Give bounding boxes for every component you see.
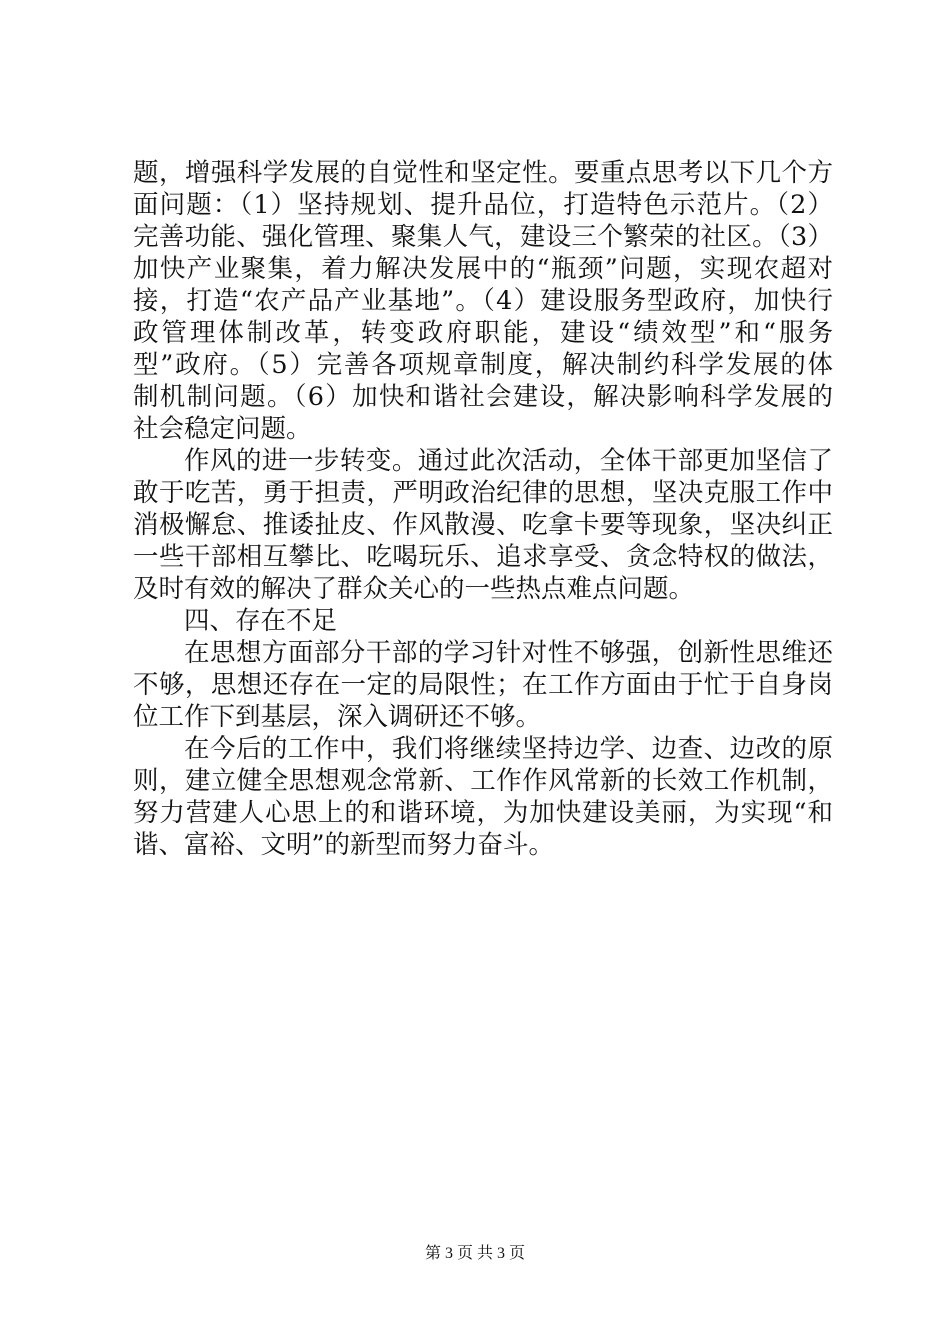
text-line: 社会稳定问题。: [133, 414, 312, 444]
text-line: 完善功能、强化管理、聚集人气，建设三个繁荣的社区。（3）: [133, 222, 833, 252]
text-line: 则，建立健全思想观念常新、工作作风常新的长效工作机制，: [133, 766, 833, 796]
page-number-footer: 第 3 页 共 3 页: [424, 1245, 525, 1262]
text-line: 消极懈怠、推诿扯皮、作风散漫、吃拿卡要等现象，坚决纠正: [133, 510, 833, 540]
text-line: 题，增强科学发展的自觉性和坚定性。要重点思考以下几个方: [133, 158, 833, 188]
section-heading: 四、存在不足: [184, 606, 338, 636]
text-line: 一些干部相互攀比、吃喝玩乐、追求享受、贪念特权的做法，: [133, 542, 833, 572]
text-line: 敢于吃苦，勇于担责，严明政治纪律的思想，坚决克服工作中: [133, 478, 833, 508]
text-line: 面问题：（1）坚持规划、提升品位，打造特色示范片。（2）: [133, 190, 833, 220]
text-line: 制机制问题。（6）加快和谐社会建设，解决影响科学发展的: [133, 382, 833, 412]
text-line: 型”政府。（5）完善各项规章制度，解决制约科学发展的体: [133, 350, 833, 380]
text-line: 及时有效的解决了群众关心的一些热点难点问题。: [133, 574, 695, 604]
text-line: 政管理体制改革，转变政府职能，建设“绩效型”和“服务: [133, 318, 833, 348]
document-body: [133, 157, 833, 861]
text-line: 谐、富裕、文明”的新型而努力奋斗。: [133, 830, 555, 860]
text-line: 不够，思想还存在一定的局限性；在工作方面由于忙于自身岗: [133, 670, 833, 700]
text-line: 加快产业聚集，着力解决发展中的“瓶颈”问题，实现农超对: [133, 254, 833, 284]
paragraph-first-line: 在今后的工作中，我们将继续坚持边学、边查、边改的原: [184, 734, 833, 764]
text-line: 努力营建人心思上的和谐环境，为加快建设美丽，为实现“和: [133, 798, 833, 828]
paragraph-first-line: 作风的进一步转变。通过此次活动，全体干部更加坚信了: [184, 446, 833, 476]
text-line: 位工作下到基层，深入调研还不够。: [133, 702, 542, 732]
paragraph-first-line: 在思想方面部分干部的学习针对性不够强，创新性思维还: [184, 638, 833, 668]
text-line: 接，打造“农产品产业基地”。（4）建设服务型政府，加快行: [133, 286, 833, 316]
